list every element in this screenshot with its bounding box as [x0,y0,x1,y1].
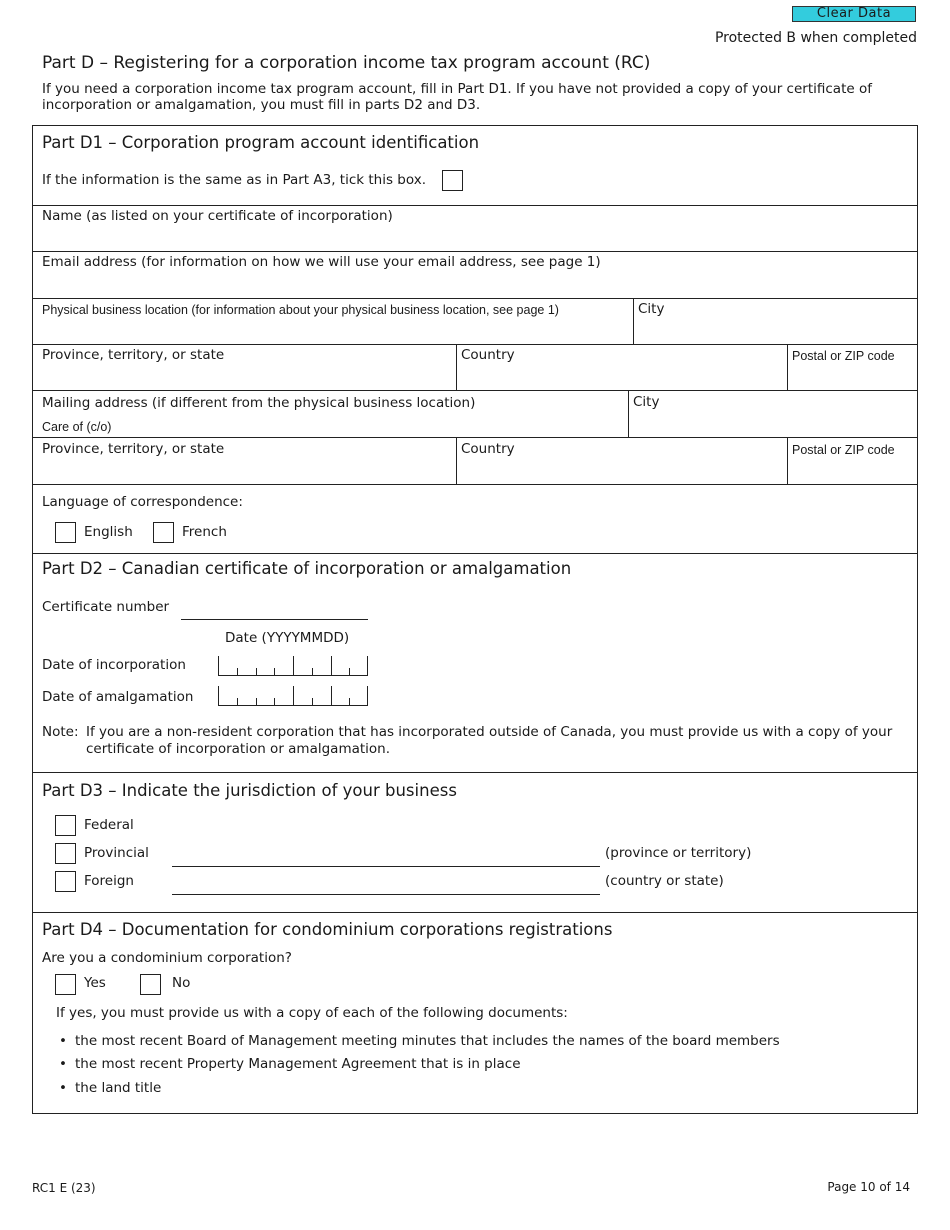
postal-label: Postal or ZIP code [792,349,895,363]
email-field[interactable] [40,272,910,294]
divider [456,344,457,390]
condo-question: Are you a condominium corporation? [42,950,292,966]
mailing-country-field[interactable] [461,460,781,482]
divider [33,298,917,299]
page-title: Part D – Registering for a corporation income tax program account (RC) [42,53,651,73]
section-divider [33,772,917,773]
provincial-field-line [172,866,600,867]
divider [628,390,629,437]
d2-title: Part D2 – Canadian certificate of incorporation or amalgamation [42,559,572,578]
french-label: French [182,524,227,540]
country-field[interactable] [461,366,781,388]
d1-title: Part D1 – Corporation program account identification [42,133,480,152]
mailing-country-label: Country [461,441,515,457]
provincial-hint: (province or territory) [605,845,752,861]
protected-label: Protected B when completed [714,30,917,46]
federal-label: Federal [84,817,134,833]
divider [33,390,917,391]
mailing-province-field[interactable] [40,460,450,482]
divider [33,437,917,438]
mailing-postal-field[interactable] [792,460,912,482]
certificate-label: Certificate number [42,599,170,615]
divider [33,484,917,485]
federal-checkbox[interactable] [55,815,76,836]
date-amalgamation-field[interactable] [218,686,368,706]
english-checkbox[interactable] [55,522,76,543]
section-divider [33,912,917,913]
same-as-a3-label: If the information is the same as in Part A3, tick this box. [42,172,426,188]
physical-address-field[interactable] [40,320,628,342]
provincial-checkbox[interactable] [55,843,76,864]
section-divider [33,553,917,554]
postal-field[interactable] [792,366,912,388]
list-item-text: the most recent Board of Management meeting minutes that includes the names of the board members [75,1033,780,1049]
english-label: English [84,524,133,540]
list-item: • [59,1033,67,1049]
list-item-text: the land title [75,1080,162,1096]
page-number: Page 10 of 14 [827,1180,910,1194]
provincial-field[interactable] [172,845,600,865]
care-of-label: Care of (c/o) [42,420,112,434]
foreign-field[interactable] [172,873,600,893]
intro-text: If you need a corporation income tax program account, fill in Part D1. If you have not provided a copy of your certificate of incorporation or amalgamation, you must fill in parts D2 and D3. [42,81,872,113]
country-label: Country [461,347,515,363]
date-amalgamation-label: Date of amalgamation [42,689,194,705]
condo-yes-checkbox[interactable] [55,974,76,995]
list-item: • [59,1056,67,1072]
clear-data-button[interactable]: Clear Data [792,6,916,22]
divider [33,205,917,206]
divider [33,251,917,252]
divider [787,437,788,484]
mailing-postal-label: Postal or ZIP code [792,443,895,457]
divider [633,298,634,344]
mailing-city-label: City [633,394,660,410]
certificate-number-field[interactable] [181,598,368,618]
date-incorporation-label: Date of incorporation [42,657,186,673]
email-label: Email address (for information on how we will use your email address, see page 1) [42,254,601,270]
condo-yes-label: Yes [84,975,106,991]
foreign-hint: (country or state) [605,873,724,889]
name-label: Name (as listed on your certificate of incorporation) [42,208,393,224]
date-format-label: Date (YYYYMMDD) [225,630,350,646]
french-checkbox[interactable] [153,522,174,543]
care-of-field[interactable] [120,415,620,435]
date-incorporation-field[interactable] [218,656,368,676]
note-label: Note: [42,724,79,740]
physical-location-label: Physical business location (for information about your physical business location, see page 1) [42,303,559,317]
note-text: If you are a non-resident corporation that has incorporated outside of Canada, you must provide us with a copy of your certificate of incorporation or amalgamation. [86,724,893,757]
provincial-label: Provincial [84,845,149,861]
condo-no-label: No [172,975,191,991]
province-field[interactable] [40,366,450,388]
name-field[interactable] [40,226,910,248]
condo-no-checkbox[interactable] [140,974,161,995]
province-label: Province, territory, or state [42,347,225,363]
city-label: City [638,301,665,317]
mailing-label: Mailing address (if different from the physical business location) [42,395,476,411]
list-item-text: the most recent Property Management Agreement that is in place [75,1056,521,1072]
divider [33,344,917,345]
d4-title: Part D4 – Documentation for condominium corporations registrations [42,920,613,939]
foreign-checkbox[interactable] [55,871,76,892]
divider [456,437,457,484]
same-as-a3-checkbox[interactable] [442,170,463,191]
mailing-city-field[interactable] [633,413,911,435]
foreign-field-line [172,894,600,895]
certificate-field-line [181,619,368,620]
if-yes-text: If yes, you must provide us with a copy of each of the following documents: [56,1005,568,1021]
divider [787,344,788,390]
language-label: Language of correspondence: [42,494,243,510]
list-item: • [59,1080,67,1096]
foreign-label: Foreign [84,873,134,889]
d3-title: Part D3 – Indicate the jurisdiction of your business [42,781,457,800]
mailing-province-label: Province, territory, or state [42,441,225,457]
city-field[interactable] [638,320,910,342]
form-id: RC1 E (23) [32,1181,96,1195]
